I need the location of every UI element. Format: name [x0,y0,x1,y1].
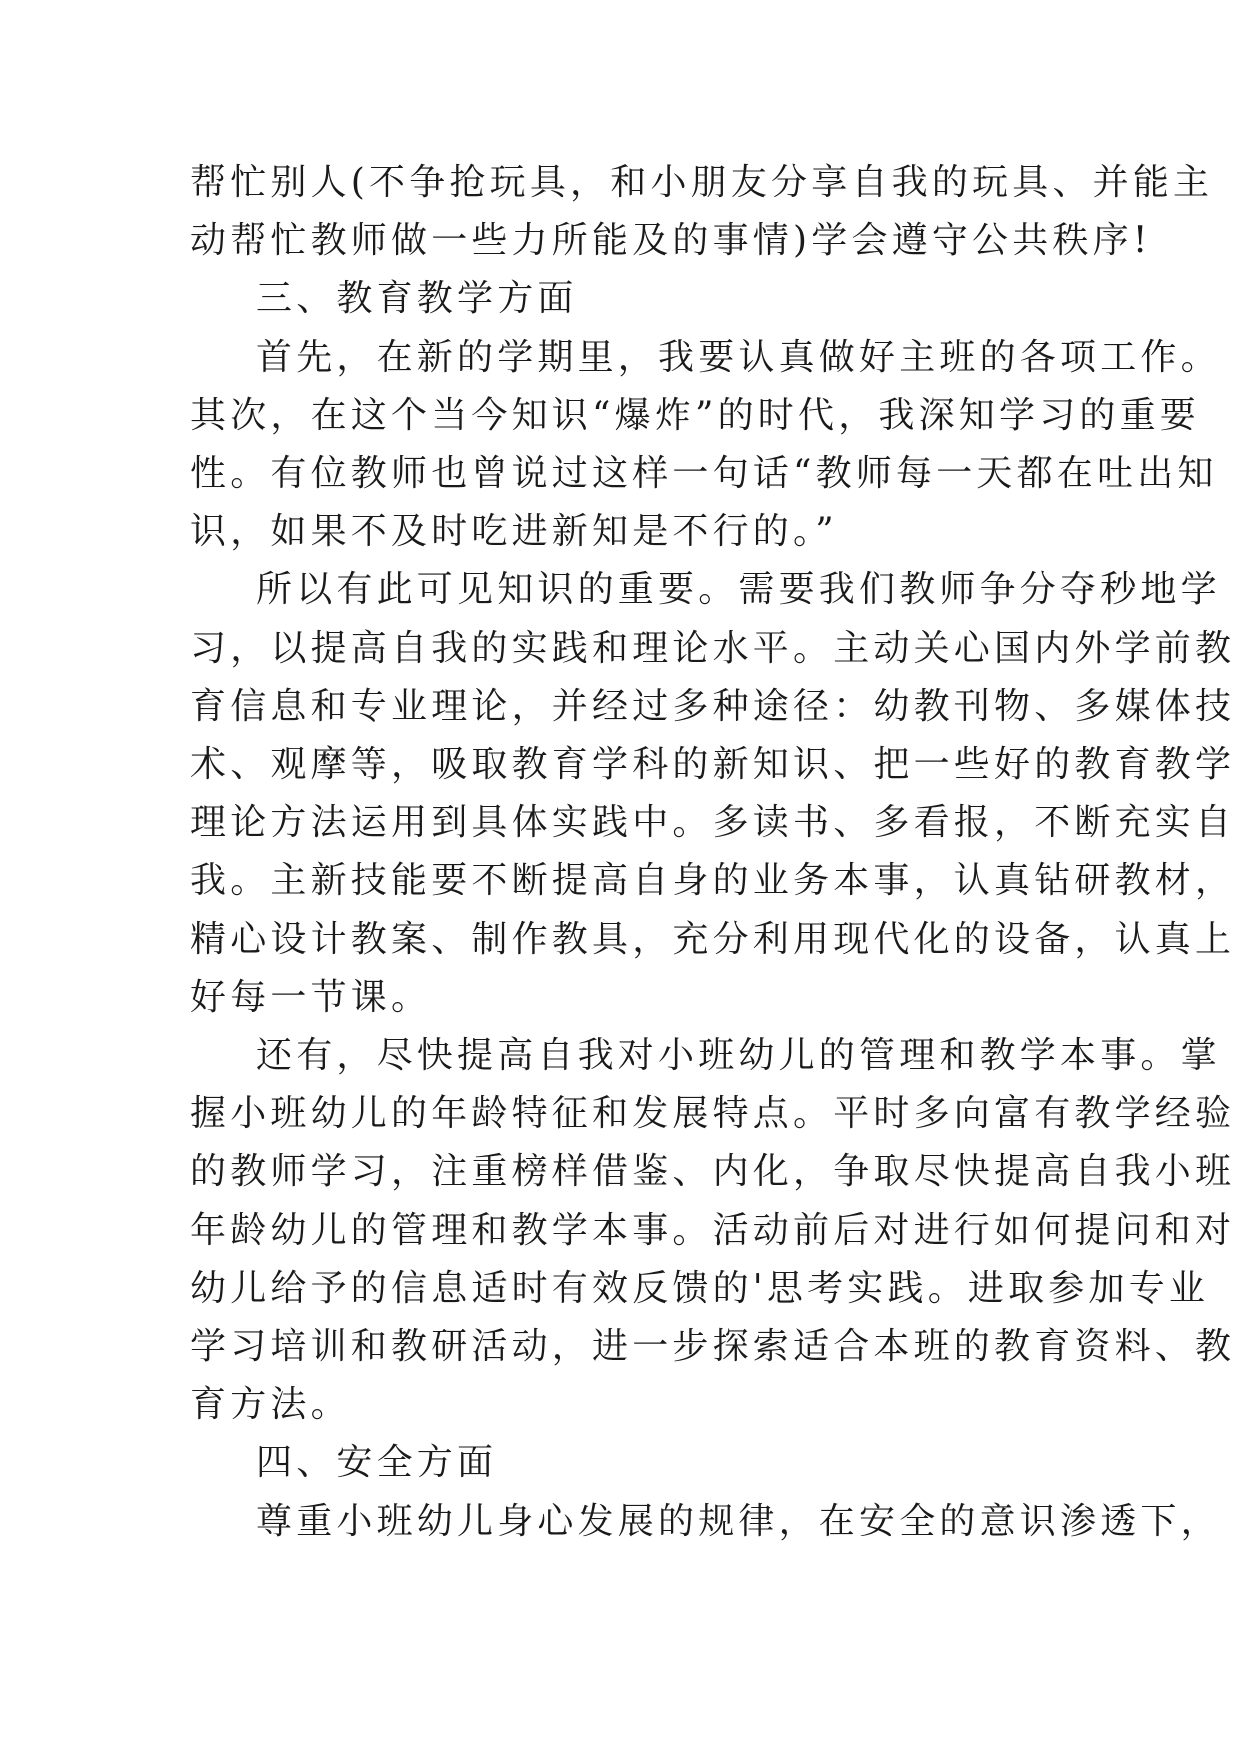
text-line: 握小班幼儿的年龄特征和发展特点。平时多向富有教学经验 [190,1093,1236,1135]
paragraph-first [190,329,1221,562]
paragraph-knowledge [190,561,1236,1027]
text-line: 育方法。 [190,1384,351,1426]
text-line: 的教师学习，注重榜样借鉴、内化，争取尽快提高自我小班 [190,1151,1236,1193]
text-line: 精心设计教案、制作教具，充分利用现代化的设备，认真上 [190,918,1236,960]
text-line: 我。主新技能要不断提高自身的业务本事，认真钻研教材， [190,860,1236,902]
section-heading: 四、安全方面 [256,1442,498,1484]
text-line: 理论方法运用到具体实践中。多读书、多看报，不断充实自 [190,802,1236,844]
text-line: 其次，在这个当今知识“爆炸”的时代，我深知学习的重要 [190,394,1201,436]
text-line: 首先，在新的学期里，我要认真做好主班的各项工作。 [256,336,1221,378]
document-body [190,154,1236,1551]
text-line: 动帮忙教师做一些力所能及的事情)学会遵守公共秩序! [190,220,1152,262]
heading-section-4 [190,1434,1070,1492]
text-line: 识，如果不及时吃进新知是不行的。” [190,511,838,553]
paragraph-continuation [190,154,1214,270]
text-line: 性。有位教师也曾说过这样一句话“教师每一天都在吐出知 [190,453,1218,495]
section-heading: 三、教育教学方面 [256,278,578,320]
text-line: 术、观摩等，吸取教育学科的新知识、把一些好的教育教学 [190,744,1236,786]
text-line: 习，以提高自我的实践和理论水平。主动关心国内外学前教 [190,627,1236,669]
text-line: 还有，尽快提高自我对小班幼儿的管理和教学本事。掌 [256,1035,1221,1077]
text-line: 好每一节课。 [190,976,432,1018]
text-line: 幼儿给予的信息适时有效反馈的'思考实践。进取参加专业 [190,1267,1210,1309]
text-line: 学习培训和教研活动，进一步探索适合本班的教育资料、教 [190,1326,1236,1368]
text-line: 尊重小班幼儿身心发展的规律，在安全的意识渗透下， [256,1500,1221,1542]
text-line: 年龄幼儿的管理和教学本事。活动前后对进行如何提问和对 [190,1209,1236,1251]
text-line: 所以有此可见知识的重要。需要我们教师争分夺秒地学 [256,569,1221,611]
paragraph-management [190,1027,1236,1434]
text-line: 育信息和专业理论，并经过多种途径：幼教刊物、多媒体技 [190,685,1236,727]
heading-section-3 [190,270,1070,328]
paragraph-safety [190,1493,1221,1551]
text-line: 帮忙别人(不争抢玩具，和小朋友分享自我的玩具、并能主 [190,162,1214,203]
